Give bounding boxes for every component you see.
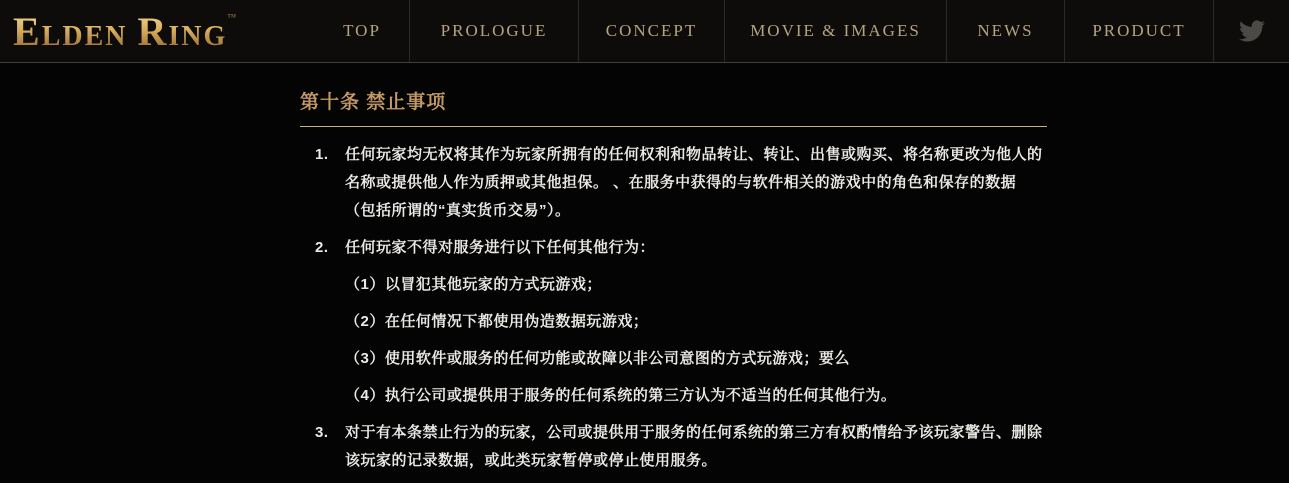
terms-item-2: [300, 234, 1047, 410]
nav-item-top[interactable]: TOP: [343, 21, 381, 40]
terms-item-1: [300, 141, 1047, 225]
terms-list: [300, 141, 1047, 475]
logo-word-ring: RING: [137, 8, 228, 54]
twitter-link[interactable]: [1213, 0, 1289, 62]
sub-item-1: （1）以冒犯其他玩家的方式玩游戏；: [345, 276, 602, 293]
elden-ring-logo[interactable]: [0, 0, 315, 62]
nav-item-concept[interactable]: CONCEPT: [578, 0, 724, 62]
nav-item-prologue[interactable]: PROLOGUE: [409, 0, 578, 62]
terms-item-3: [300, 419, 1047, 475]
terms-sub-list: [345, 271, 1047, 410]
sub-item-4: （4）执行公司或提供用于服务的任何系统的第三方认为不适当的任何其他行为。: [345, 387, 897, 404]
main-nav: [315, 0, 1213, 62]
terms-page: [0, 63, 1289, 475]
sub-item-3: （3）使用软件或服务的任何功能或故障以非公司意图的方式玩游戏；要么: [345, 350, 850, 367]
item-text: 任何玩家不得对服务进行以下任何其他行为：: [345, 239, 656, 256]
nav-item-product[interactable]: PRODUCT: [1064, 0, 1213, 62]
terms-section: [300, 87, 1047, 475]
item-text: 任何玩家均无权将其作为玩家所拥有的任何权利和物品转让、转让、出售或购买、将名称更改为他人的名称或提供他人作为质押或其他担保。 、在服务中获得的与软件相关的游戏中的角色和保存的数据（包括所谓的“真实货币交易”）。: [345, 146, 1043, 219]
item-text: 对于有本条禁止行为的玩家，公司或提供用于服务的任何系统的第三方有权酌情给予该玩家警告、删除该玩家的记录数据，或此类玩家暂停或停止使用服务。: [345, 424, 1043, 469]
site-header: [0, 0, 1289, 63]
item-number: 3.: [315, 424, 329, 441]
logo-word-elden: ELDEN: [13, 8, 128, 54]
sub-item-2: （2）在任何情况下都使用伪造数据玩游戏；: [345, 313, 649, 330]
trademark-symbol: ™: [227, 12, 239, 22]
item-number: 2.: [315, 239, 329, 256]
section-title: 第十条 禁止事项: [300, 92, 447, 113]
nav-item-movie-images[interactable]: MOVIE & IMAGES: [724, 0, 946, 62]
title-divider: [300, 126, 1047, 127]
twitter-icon: [1239, 18, 1265, 44]
item-number: 1.: [315, 146, 329, 163]
nav-item-news[interactable]: NEWS: [946, 0, 1064, 62]
